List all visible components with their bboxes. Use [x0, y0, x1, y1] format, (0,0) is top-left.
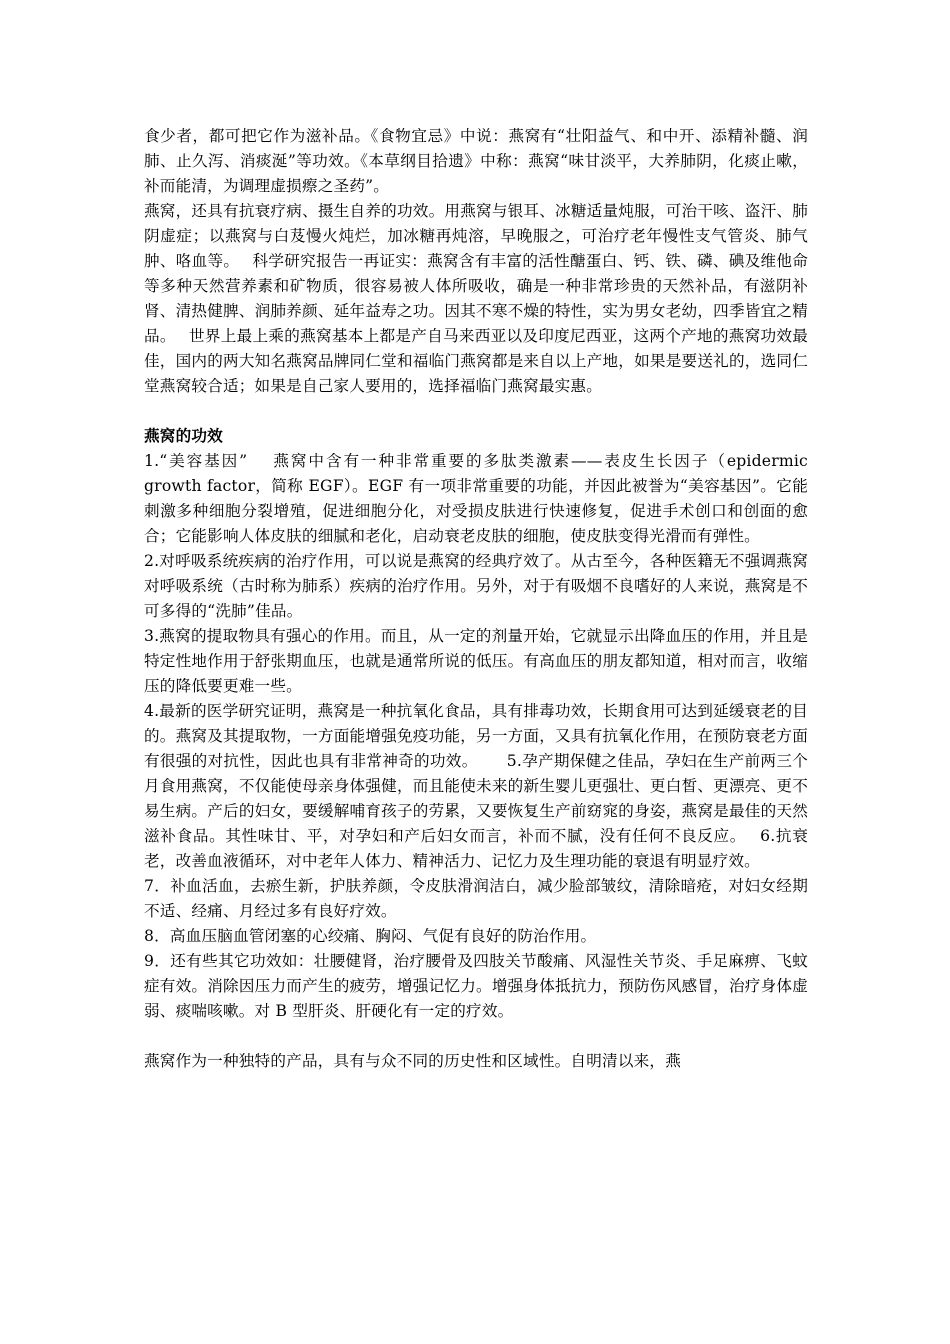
section-heading: 燕窝的功效: [144, 427, 223, 445]
section-item-8: 8．高血压脑血管闭塞的心绞痛、胸闷、气促有良好的防治作用。: [144, 927, 597, 945]
section-item-2: 2.对呼吸系统疾病的治疗作用，可以说是燕窝的经典疗效了。从古至今，各种医籍无不强调燕窝对呼吸系统（古时称为肺系）疾病的治疗作用。另外，对于有吸烟不良嗜好的人来说，燕窝是不可多得的“洗肺”佳品。: [144, 552, 808, 620]
paragraph-spacer: [144, 1024, 808, 1049]
section-item-7: 7．补血活血，去瘀生新，护肤养颜，令皮肤滑润洁白，减少脸部皱纹，清除暗疮，对妇女经期不适、经痛、月经过多有良好疗效。: [144, 877, 808, 920]
closing-paragraph: 燕窝作为一种独特的产品，具有与众不同的历史性和区域性。自明清以来，燕: [144, 1052, 681, 1070]
section-item-4: 4.最新的医学研究证明，燕窝是一种抗氧化食品，具有排毒功效，长期食用可达到延缓衰老的目的。燕窝及其提取物，一方面能增强免疫功能，另一方面，又具有抗氧化作用，在预防衰老方面有很强的对抗性，因此也具有非常神奇的功效。 5.孕产期保健之佳品，孕妇在生产前两三个月食用燕窝，不仅能使母亲身体强健，而且能使未来的新生婴儿更强壮、更白皙、更漂亮、更不易生病。产后的妇女，要缓解哺育孩子的劳累，又要恢复生产前窈窕的身姿，燕窝是最佳的天然滋补食品。其性味甘、平，对孕妇和产后妇女而言，补而不腻，没有任何不良反应。 6.抗衰老，改善血液循环，对中老年人体力、精神活力、记忆力及生理功能的衰退有明显疗效。: [144, 702, 808, 870]
intro-paragraph-1: 食少者，都可把它作为滋补品。《食物宜忌》中说：燕窝有“壮阳益气、和中开、添精补髓、润肺、止久泻、消痰涎”等功效。《本草纲目拾遗》中称：燕窝“味甘淡平，大养肺阴，化痰止嗽，补而能清，为调理虚损瘵之圣药”。: [144, 127, 808, 195]
section-item-1: 1.“美容基因” 燕窝中含有一种非常重要的多肽类激素——表皮生长因子（epidermic growth factor，简称 EGF）。EGF 有一项非常重要的功能，并因此被誉为“美容基因”。它能刺激多种细胞分裂增殖，促进细胞分化，对受损皮肤进行快速修复，促进手术创口和创面的愈合；它能影响人体皮肤的细腻和老化，启动衰老皮肤的细胞，使皮肤变得光滑而有弹性。: [144, 452, 808, 545]
intro-paragraph-2: 燕窝，还具有抗衰疗病、摄生自养的功效。用燕窝与银耳、冰糖适量炖服，可治干咳、盗汗、肺阴虚症；以燕窝与白芨慢火炖烂，加冰糖再炖溶，早晚服之，可治疗老年慢性支气管炎、肺气肿、咯血等。 科学研究报告一再证实：燕窝含有丰富的活性醣蛋白、钙、铁、磷、碘及维他命等多种天然营养素和矿物质，很容易被人体所吸收，确是一种非常珍贵的天然补品，有滋阴补肾、清热健脾、润肺养颜、延年益寿之功。因其不寒不燥的特性，实为男女老幼，四季皆宜之精品。 世界上最上乘的燕窝基本上都是产自马来西亚以及印度尼西亚，这两个产地的燕窝功效最佳，国内的两大知名燕窝品牌同仁堂和福临门燕窝都是来自以上产地，如果是要送礼的，选同仁堂燕窝较合适；如果是自己家人要用的，选择福临门燕窝最实惠。: [144, 202, 808, 395]
section-item-3: 3.燕窝的提取物具有强心的作用。而且，从一定的剂量开始，它就显示出降血压的作用，并且是特定性地作用于舒张期血压，也就是通常所说的低压。有高血压的朋友都知道，相对而言，收缩压的降低要更难一些。: [144, 627, 808, 695]
paragraph-spacer: [144, 399, 808, 424]
document-body: [144, 124, 808, 1074]
section-item-9: 9．还有些其它功效如：壮腰健肾，治疗腰骨及四肢关节酸痛、风湿性关节炎、手足麻痹、飞蚊症有效。消除因压力而产生的疲劳，增强记忆力。增强身体抵抗力，预防伤风感冒，治疗身体虚弱、痰喘咳嗽。对 B 型肝炎、肝硬化有一定的疗效。: [144, 952, 808, 1020]
